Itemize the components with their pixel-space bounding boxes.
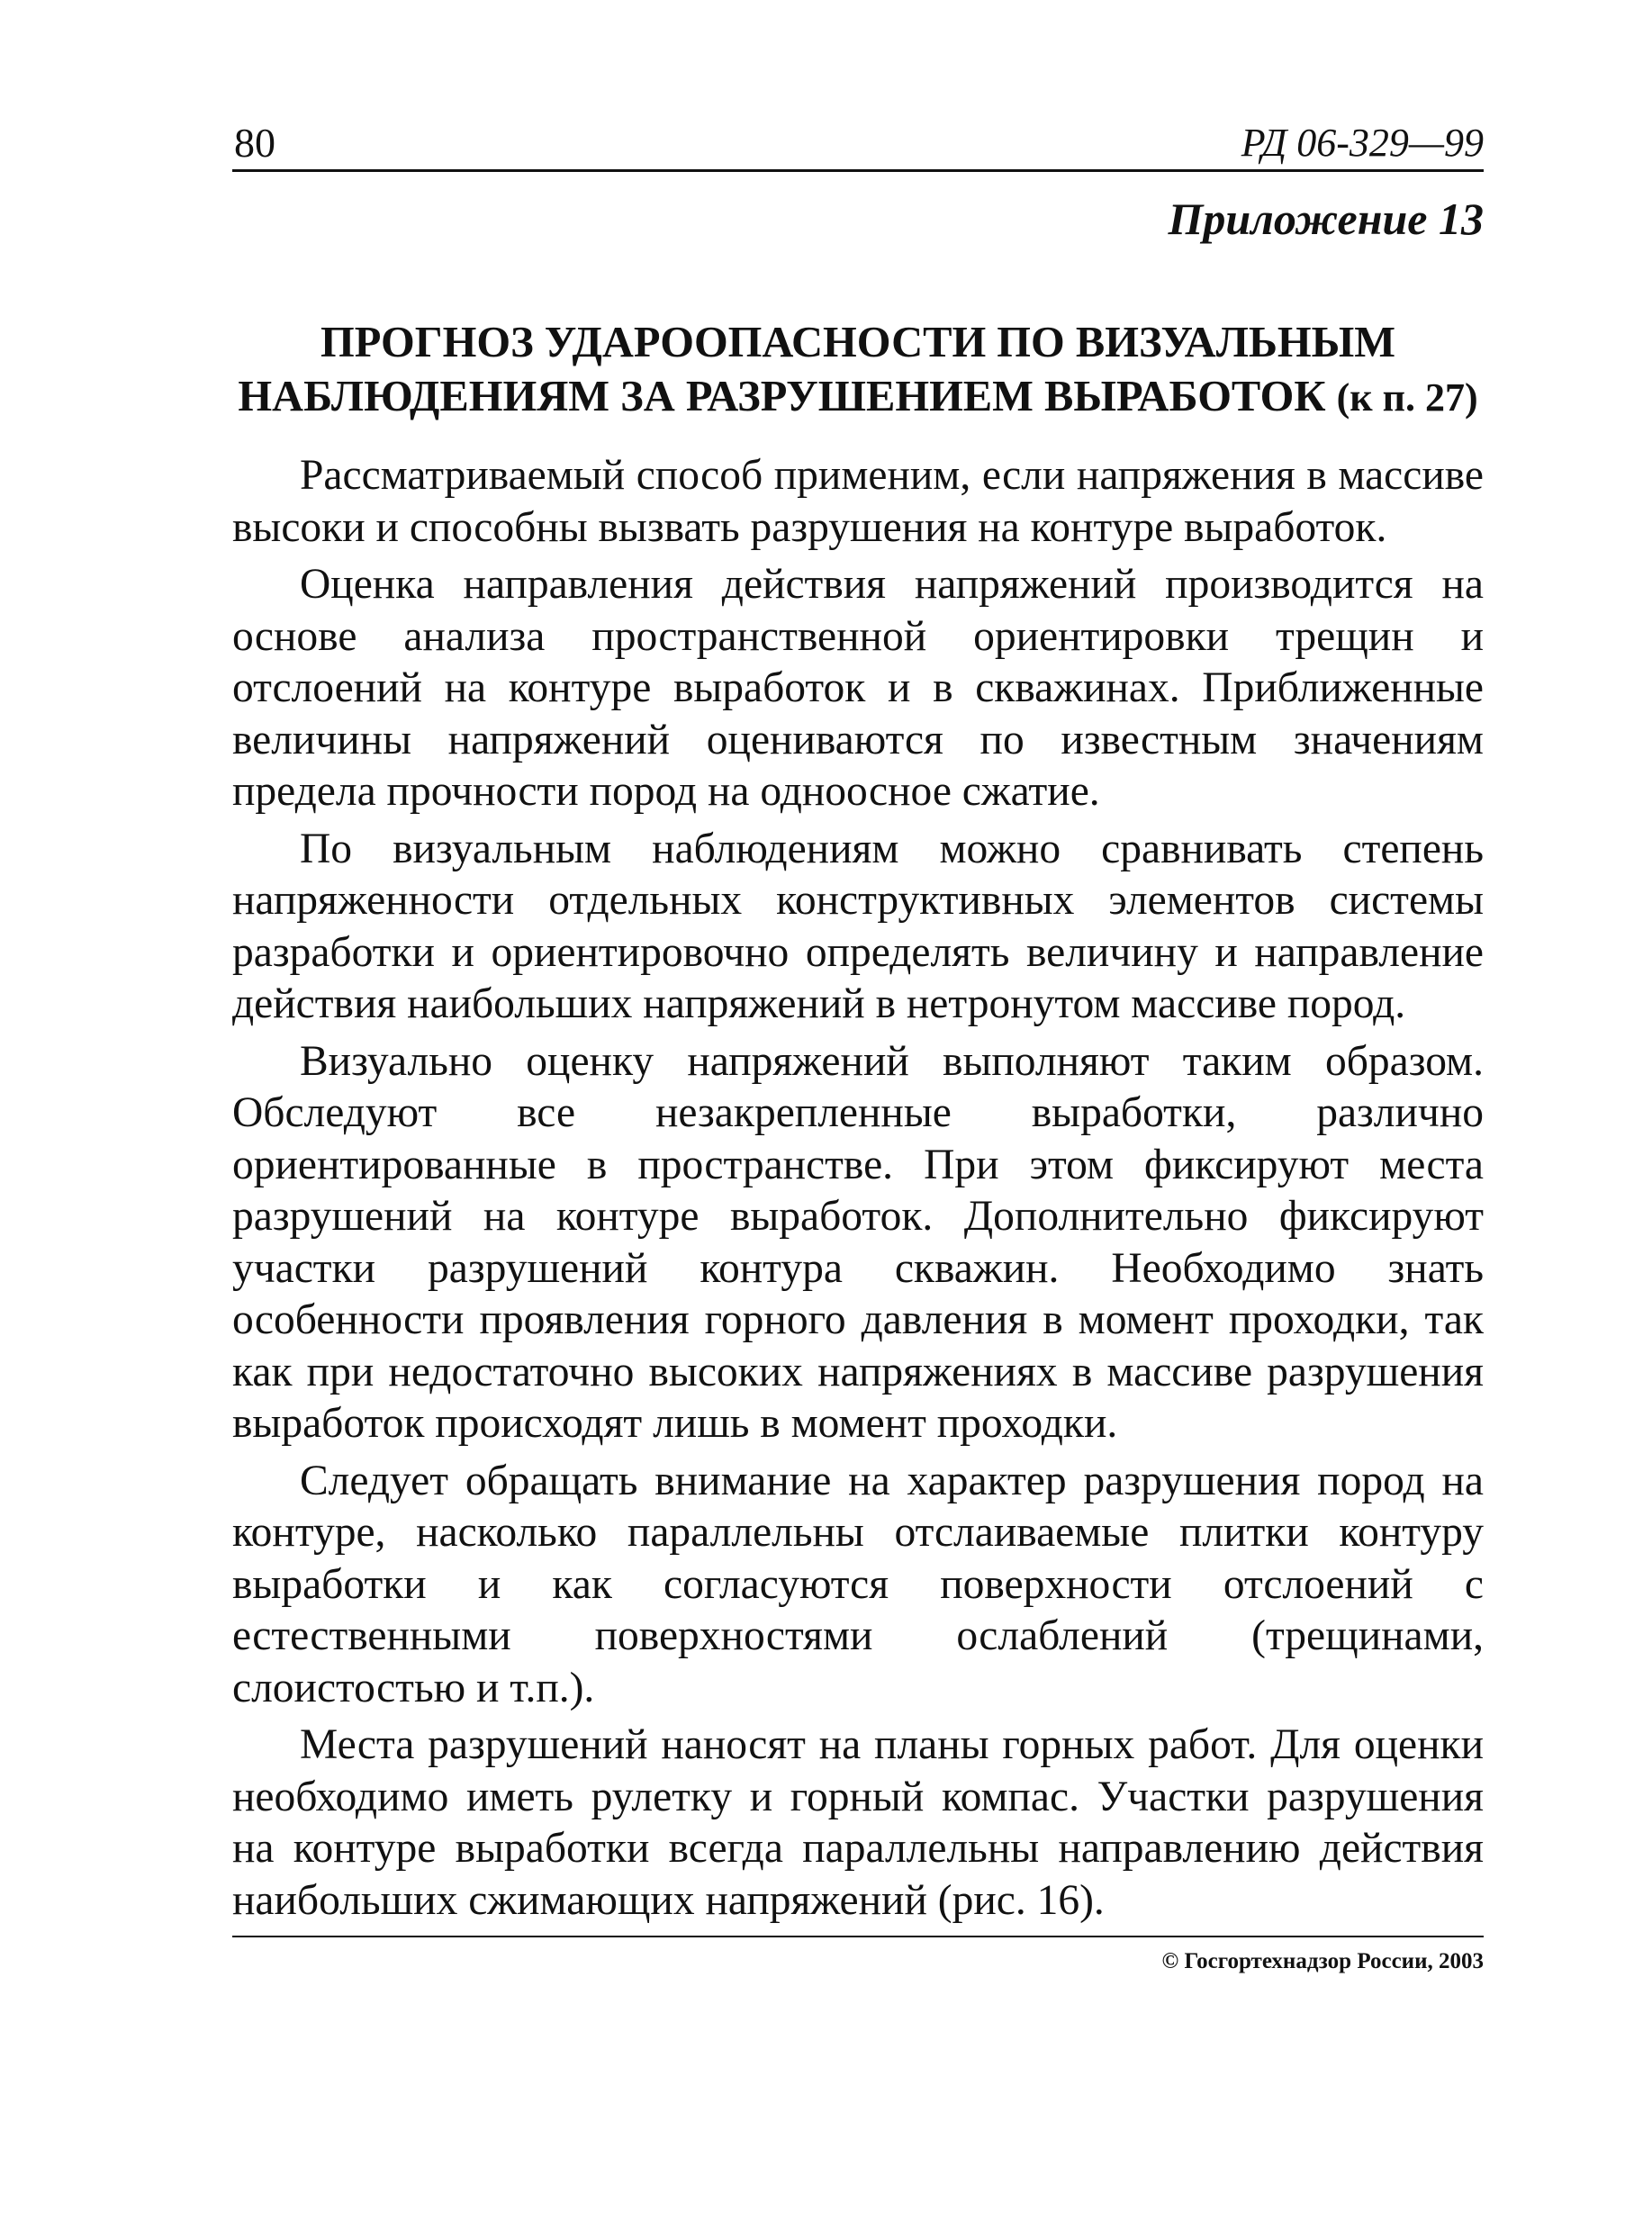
document-code: РД 06-329—99 xyxy=(1241,121,1484,165)
title-line-1: ПРОГНОЗ УДАРООПАСНОСТИ ПО ВИЗУАЛЬНЫМ xyxy=(320,319,1396,366)
body-text xyxy=(232,450,1484,1927)
title-reference: (к п. 27) xyxy=(1336,375,1478,420)
section-title xyxy=(232,316,1484,425)
copyright-notice: © Госгортехнадзор России, 2003 xyxy=(1161,1949,1484,1973)
paragraph: Рассматриваемый способ применим, если напряжения в массиве высоки и способны вызвать разрушения на контуре выработок. xyxy=(232,452,1484,551)
running-head xyxy=(232,117,1484,172)
paragraph: Визуально оценку напряжений выполняют таким образом. Обследуют все незакрепленные выработки, различно ориентированные в пространстве. При этом фиксируют места разрушений на контуре выработок. Дополнительно фиксируют участки разрушений контура скважин. Необходимо знать особенности проявления горного давления в момент проходки, так как при недостаточно высоких напряжениях в массиве разрушения выработок происходят лишь в момент проходки. xyxy=(232,1037,1484,1447)
title-line-2-text: НАБЛЮДЕНИЯМ ЗА РАЗРУШЕНИЕМ ВЫРАБОТОК xyxy=(238,373,1326,420)
paragraph: Следует обращать внимание на характер разрушения пород на контуре, насколько параллельны отслаиваемые плитки контуру выработки и как согласуются поверхности отслоений с естественными поверхностями ослаблений (трещинами, слоистостью и т.п.). xyxy=(232,1457,1484,1711)
title-line-2 xyxy=(232,370,1484,425)
appendix-label: Приложение 13 xyxy=(1168,194,1484,244)
document-page xyxy=(232,117,1484,1932)
page-number: 80 xyxy=(234,120,275,166)
paragraph: Места разрушений наносят на планы горных работ. Для оценки необходимо иметь рулетку и горный компас. Участки разрушения на контуре выработки всегда параллельны направлению действия наибольших сжимающих напряжений (рис. 16). xyxy=(232,1721,1484,1924)
paragraph: Оценка направления действия напряжений производится на основе анализа пространственной ориентировки трещин и отслоений на контуре выработок и в скважинах. Приближенные величины напряжений оцениваются по известным значениям предела прочности пород на одноосное сжатие. xyxy=(232,561,1484,815)
paragraph: По визуальным наблюдениям можно сравнивать степень напряженности отдельных конструктивных элементов системы разработки и ориентировочно определять величину и направление действия наибольших напряжений в нетронутом массиве пород. xyxy=(232,825,1484,1027)
footer-rule xyxy=(232,1936,1484,1937)
